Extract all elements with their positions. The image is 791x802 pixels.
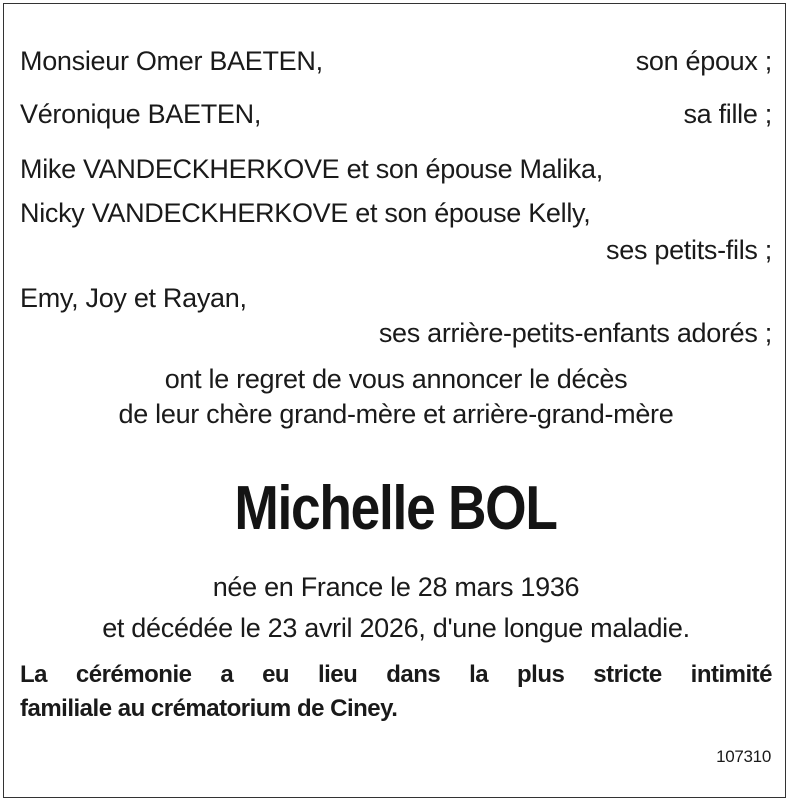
family-name-spouse: Monsieur Omer BAETEN, [20,46,323,76]
announcement-line-2: de leur chère grand-mère et arrière-grand-mère [118,399,674,429]
announcement-line-1: ont le regret de vous annoncer le décès [164,364,628,394]
ceremony-paragraph [20,658,772,726]
family-relation-daughter: sa fille ; [683,99,772,129]
deceased-name: Michelle BOL [234,474,557,543]
family-name-daughter: Véronique BAETEN, [20,99,262,129]
ceremony-line-2: familiale au crématorium de Ciney. [20,695,398,722]
great-grandchildren-relation: ses arrière-petits-enfants adorés ; [378,318,772,348]
grandchild-line-2: Nicky VANDECKHERKOVE et son épouse Kelly, [20,198,591,228]
death-line: et décédée le 23 avril 2026, d'une longue maladie. [102,613,690,643]
family-row-daughter [20,97,772,131]
grandchildren-relation: ses petits-fils ; [606,235,772,265]
family-row-spouse [20,44,772,78]
family-relation-spouse: son époux ; [635,46,772,76]
birth-line: née en France le 28 mars 1936 [212,572,580,602]
ceremony-line-1: La cérémonie a eu lieu dans la plus stricte intimité [20,661,772,688]
reference-number: 107310 [716,747,771,766]
grandchild-line-1: Mike VANDECKHERKOVE et son épouse Malika, [20,154,603,184]
great-grandchildren-names: Emy, Joy et Rayan, [20,283,247,313]
